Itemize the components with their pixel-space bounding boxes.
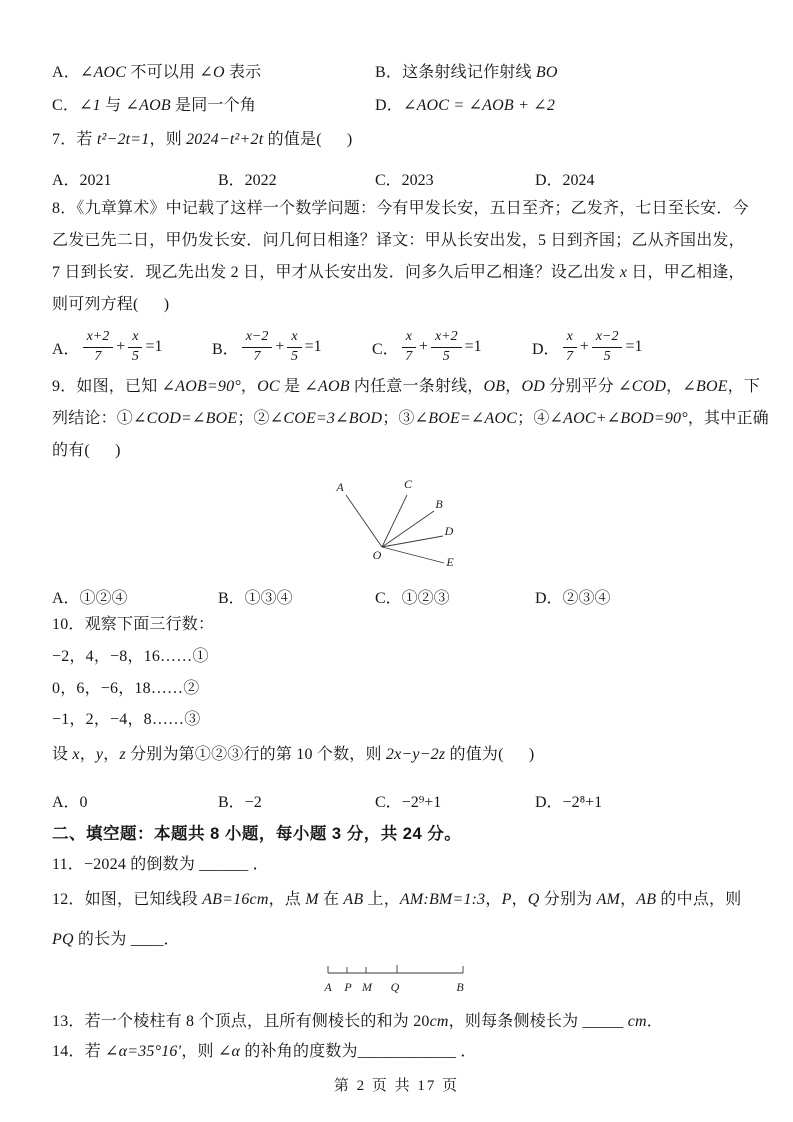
text-run: 分别平分 <box>544 378 619 395</box>
question-9-line-1 <box>52 377 760 397</box>
point-label-M: M <box>362 980 372 994</box>
math-expression: Q <box>527 891 540 908</box>
math-expression: ∠α=35°16′ <box>105 1043 182 1060</box>
text-run: 内任意一条射线， <box>349 378 484 395</box>
text-run: 表示 <box>224 64 262 81</box>
math-expression: AB <box>636 891 657 908</box>
question-12-line-1 <box>52 890 741 910</box>
fraction: $\frac{x+2}{5}$ <box>431 329 462 366</box>
question-10-head: 10．观察下面三行数： <box>52 616 215 633</box>
option-label: C． <box>372 340 399 358</box>
question-9-line-3: 的有( ) <box>52 442 121 459</box>
fraction: $\frac{x+2}{7}$ <box>83 329 114 366</box>
fraction: $\frac{x-2}{5}$ <box>592 329 623 366</box>
text-run: 13．若一个棱柱有 8 个顶点，且所有侧棱长的和为 20 <box>52 1013 430 1030</box>
text-run: B．这条射线记作射线 <box>375 64 536 81</box>
math-expression: cm <box>627 1013 647 1030</box>
q7-option-c: C．2023 <box>375 172 434 189</box>
math-expression: ∠COD <box>618 378 667 395</box>
text-run: ；② <box>237 410 270 427</box>
question-9-line-2 <box>52 409 769 429</box>
point-label-P: P <box>344 980 352 994</box>
text-run: 7 日到长安．现乙先出发 2 日，甲才从长安出发．问多久后甲乙相逢？设乙出发 <box>52 264 620 281</box>
question-8-line-4: 则可列方程( ) <box>52 296 170 313</box>
point-label-Q: Q <box>390 980 400 994</box>
angle-rays-diagram <box>318 473 488 583</box>
text-run: 分别为 <box>539 891 597 908</box>
ray-OE <box>382 547 444 563</box>
math-expression: ∠AOC = ∠AOB + ∠2 <box>402 97 556 114</box>
math-expression: ∠α <box>217 1043 241 1060</box>
plus-sign: + <box>418 338 428 356</box>
math-expression: ∠BOE <box>682 378 728 395</box>
math-expression: OC <box>257 378 280 395</box>
text-run: 的值为( ) <box>445 746 535 763</box>
equals-one: =1 <box>304 338 322 356</box>
math-expression: M <box>305 891 319 908</box>
q6-option-c <box>52 96 256 116</box>
text-run: C． <box>52 97 80 114</box>
question-8-line-2: 乙发已先二日，甲仍发长安．问几何日相逢？译文：甲从长安出发，5 日到齐国；乙从齐国出发， <box>52 232 745 249</box>
q10-stem <box>52 745 534 765</box>
text-run: ． <box>646 1013 663 1030</box>
math-expression: AM:BM=1:3 <box>399 891 486 908</box>
text-run: 14．若 <box>52 1043 106 1060</box>
math-expression: BO <box>535 64 558 81</box>
math-expression: ∠COE=3∠BOD <box>269 410 383 427</box>
text-run: ，点 <box>268 891 306 908</box>
fraction: $\frac{x}{5}$ <box>287 329 301 366</box>
math-expression: ∠O <box>199 64 225 81</box>
math-expression: ∠1 <box>79 97 101 114</box>
math-expression: ∠AOB <box>125 97 171 114</box>
ray-OC <box>382 495 407 547</box>
text-run: 7．若 <box>52 131 97 148</box>
text-run: D． <box>375 97 403 114</box>
text-run: 与 <box>100 97 126 114</box>
text-run: 不可以用 <box>126 64 200 81</box>
math-expression: ∠BOE=∠AOC <box>414 410 518 427</box>
q10-sequence-1: −2，4，−8，16……① <box>52 648 209 665</box>
ray-OD <box>382 536 443 547</box>
point-label-A: A <box>336 480 344 494</box>
question-14-stem <box>52 1042 477 1062</box>
q8-option-a <box>52 329 163 366</box>
math-expression: OD <box>521 378 545 395</box>
q6-option-d <box>375 96 555 116</box>
math-expression: AM <box>596 891 621 908</box>
text-run: ， <box>511 891 528 908</box>
math-expression: OB <box>483 378 506 395</box>
text-run: 是 <box>279 378 305 395</box>
text-run: ，则每条侧棱长为 _____ <box>448 1013 628 1030</box>
math-expression: t²−2t=1 <box>96 131 150 148</box>
math-expression: x <box>619 264 628 281</box>
math-expression: ∠COD=∠BOE <box>133 410 238 427</box>
point-label-O: O <box>372 548 382 562</box>
text-run: ， <box>620 891 637 908</box>
text-run: ， <box>666 378 683 395</box>
q7-option-b: B．2022 <box>218 172 277 189</box>
q8-option-d <box>532 329 643 366</box>
text-run: ， <box>505 378 522 395</box>
question-7-stem <box>52 130 352 150</box>
math-expression: ∠AOB <box>304 378 350 395</box>
math-expression: z <box>119 746 126 763</box>
math-expression: 2x−y−2z <box>385 746 446 763</box>
math-expression: AB <box>343 891 364 908</box>
math-expression: x <box>72 746 80 763</box>
text-run: ， <box>103 746 120 763</box>
q10-sequence-2: 0，6，−6，18……② <box>52 680 200 697</box>
text-run: ，其中正确 <box>687 410 769 427</box>
fraction: $\frac{x}{5}$ <box>128 329 142 366</box>
point-label-B: B <box>435 497 443 511</box>
math-expression: cm <box>429 1013 449 1030</box>
option-label: B． <box>212 340 239 358</box>
q10-option-b: B．−2 <box>218 794 262 811</box>
equals-one: =1 <box>464 338 482 356</box>
text-run: 是同一个角 <box>170 97 257 114</box>
text-run: ， <box>240 378 258 395</box>
text-run: ，下 <box>727 378 761 395</box>
question-13-stem <box>52 1012 663 1032</box>
fraction: $\frac{x}{7}$ <box>563 329 577 366</box>
option-label: D． <box>532 340 560 358</box>
q10-sequence-3: −1，2，−4，8……③ <box>52 711 201 728</box>
text-run: 的补角的度数为____________ ． <box>240 1043 477 1060</box>
equals-one: =1 <box>625 338 643 356</box>
point-label-A: A <box>324 980 332 994</box>
math-expression: ∠AOB=90° <box>161 378 241 395</box>
text-run: 的值是( ) <box>263 131 353 148</box>
text-run: 分别为第①②③行的第 10 个数，则 <box>125 746 386 763</box>
text-run: 12．如图，已知线段 <box>52 891 203 908</box>
text-run: ；④ <box>517 410 550 427</box>
text-run: ，则 <box>149 131 187 148</box>
text-run: ；③ <box>382 410 415 427</box>
q6-option-a <box>52 63 261 83</box>
question-12-line-2 <box>52 930 180 950</box>
q7-option-a: A．2021 <box>52 172 112 189</box>
text-run: ，则 <box>181 1043 218 1060</box>
text-run: 列结论：① <box>52 410 134 427</box>
option-label: A． <box>52 340 80 358</box>
text-run: 上， <box>363 891 400 908</box>
q10-option-d: D．−2⁸+1 <box>535 794 603 811</box>
math-expression: P <box>501 891 512 908</box>
q8-option-c <box>372 329 482 366</box>
text-run: A． <box>52 64 80 81</box>
fraction: $\frac{x}{7}$ <box>402 329 416 366</box>
question-8-line-1: 8．《九章算术》中记载了这样一个数学问题：今有甲发长安，五日至齐；乙发齐，七日至长安．今 <box>52 200 749 217</box>
q9-option-a: A．①②④ <box>52 590 128 607</box>
math-expression: 2024−t²+2t <box>186 131 264 148</box>
section-2-title: 二、填空题：本题共 8 小题，每小题 3 分，共 24 分。 <box>52 825 462 843</box>
q9-option-c: C．①②③ <box>375 590 450 607</box>
point-label-C: C <box>403 477 413 491</box>
equals-one: =1 <box>145 338 163 356</box>
math-expression: y <box>95 746 104 763</box>
q7-option-d: D．2024 <box>535 172 595 189</box>
text-run: 在 <box>318 891 344 908</box>
text-run: 11．−2024 的倒数为 ______ ． <box>52 856 269 873</box>
point-label-D: D <box>444 524 454 538</box>
question-11-stem <box>52 855 269 875</box>
fraction: $\frac{x-2}{7}$ <box>242 329 273 366</box>
q6-option-b <box>375 63 558 83</box>
text-run: 日，甲乙相逢， <box>627 264 745 281</box>
text-run: ， <box>485 891 502 908</box>
plus-sign: + <box>116 338 126 356</box>
q8-option-b <box>212 329 322 366</box>
q9-option-d: D．②③④ <box>535 590 611 607</box>
math-expression: ∠AOC+∠BOD=90° <box>549 410 688 427</box>
text-run: 设 <box>52 746 73 763</box>
question-8-line-3 <box>52 263 745 283</box>
q10-option-c: C．−2⁹+1 <box>375 794 442 811</box>
q10-option-a: A．0 <box>52 794 88 811</box>
text-run: ， <box>79 746 96 763</box>
ray-OA <box>346 495 382 547</box>
math-expression: PQ <box>52 931 74 948</box>
plus-sign: + <box>275 338 285 356</box>
text-run: 的长为 ____． <box>73 931 180 948</box>
ray-OB <box>382 511 434 547</box>
plus-sign: + <box>579 338 589 356</box>
page-number-footer: 第 2 页 共 17 页 <box>333 1078 460 1094</box>
point-label-B: B <box>456 980 464 994</box>
line-segment-diagram <box>322 961 472 997</box>
text-run: 9．如图，已知 <box>52 378 162 395</box>
point-label-E: E <box>446 555 454 569</box>
q9-option-b: B．①③④ <box>218 590 293 607</box>
math-expression: AB=16cm <box>202 891 269 908</box>
math-expression: ∠AOC <box>79 64 127 81</box>
text-run: 的中点，则 <box>656 891 742 908</box>
